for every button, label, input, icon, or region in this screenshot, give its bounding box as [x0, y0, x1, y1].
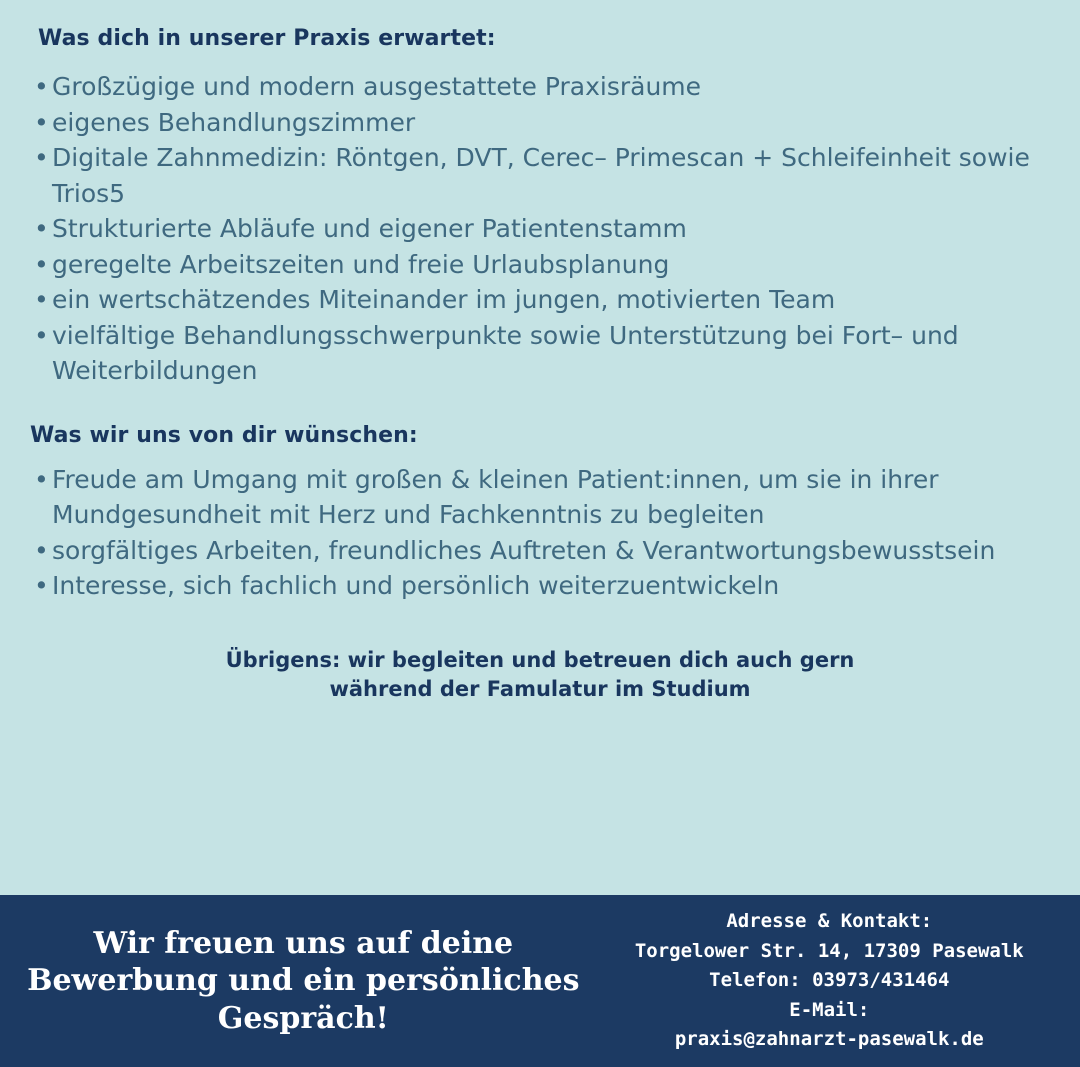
list-item [30, 140, 1050, 211]
list-item-text: eigenes Behandlungszimmer [52, 107, 416, 137]
study-note [30, 646, 1050, 706]
wishes-list [30, 462, 1050, 604]
list-item-text: Freude am Umgang mit großen & kleinen Patient:innen, um sie in ihrer Mundgesundheit mit Herz und Fachkenntnis zu begleiten [52, 464, 939, 529]
list-item-text: ein wertschätzendes Miteinander im jungen, motivierten Team [52, 285, 836, 314]
list-item [30, 568, 1050, 604]
study-note-line2: während der Famulatur im Studium [329, 677, 751, 702]
list-item [30, 282, 1050, 318]
bullet-icon: • [34, 571, 49, 600]
study-note-line1: Übrigens: wir begleiten und betreuen dich auch gern [225, 647, 855, 672]
contact-address: Torgelower Str. 14, 17309 Pasewalk [634, 939, 1024, 962]
list-item-text: Strukturierte Abläufe und eigener Patientenstamm [52, 214, 687, 243]
bullet-icon: • [34, 320, 49, 350]
bullet-icon: • [34, 464, 49, 494]
offer-heading: Was dich in unserer Praxis erwartet: [38, 26, 496, 51]
call-to-action [14, 925, 593, 1038]
contact-title: Adresse & Kontakt: [726, 910, 933, 933]
contact-phone: Telefon: 03973/431464 [709, 969, 950, 992]
offer-list [30, 69, 1050, 389]
list-item-text: sorgfältiges Arbeiten, freundliches Auftreten & Verantwortungsbewusstsein [52, 535, 996, 565]
bullet-icon: • [34, 285, 49, 314]
cta-line2: Bewerbung und ein persönliches [27, 963, 580, 999]
cta-line1: Wir freuen uns auf deine [93, 925, 514, 961]
bullet-icon: • [34, 143, 49, 172]
contact-block [593, 907, 1066, 1054]
list-item [30, 211, 1050, 247]
list-item-text: Interesse, sich fachlich und persönlich weiterzuentwickeln [52, 571, 780, 600]
list-item-text: vielfältige Behandlungsschwerpunkte sowie Unterstützung bei Fort– und Weiterbildungen [52, 320, 959, 385]
list-item [30, 462, 1050, 533]
list-item-text: Großzügige und modern ausgestattete Praxisräume [52, 72, 702, 101]
bullet-icon: • [34, 72, 49, 101]
list-item [30, 247, 1050, 283]
list-item-text: geregelte Arbeitszeiten und freie Urlaubsplanung [52, 249, 670, 279]
list-item [30, 69, 1050, 105]
list-item-text: Digitale Zahnmedizin: Röntgen, DVT, Cerec– Primescan + Schleifeinheit sowie Trios5 [52, 143, 1030, 208]
bullet-icon: • [34, 249, 49, 279]
wishes-heading: Was wir uns von dir wünschen: [30, 422, 418, 448]
footer-bar [0, 895, 1080, 1067]
list-item [30, 318, 1050, 389]
list-item [30, 105, 1050, 141]
bullet-icon: • [34, 214, 49, 243]
bullet-icon: • [34, 107, 49, 137]
contact-email-label: E-Mail: [789, 998, 870, 1021]
cta-line3: Gespräch! [217, 1000, 389, 1036]
contact-email[interactable]: praxis@zahnarzt-pasewalk.de [674, 1028, 984, 1051]
bullet-icon: • [34, 535, 49, 565]
list-item [30, 533, 1050, 569]
